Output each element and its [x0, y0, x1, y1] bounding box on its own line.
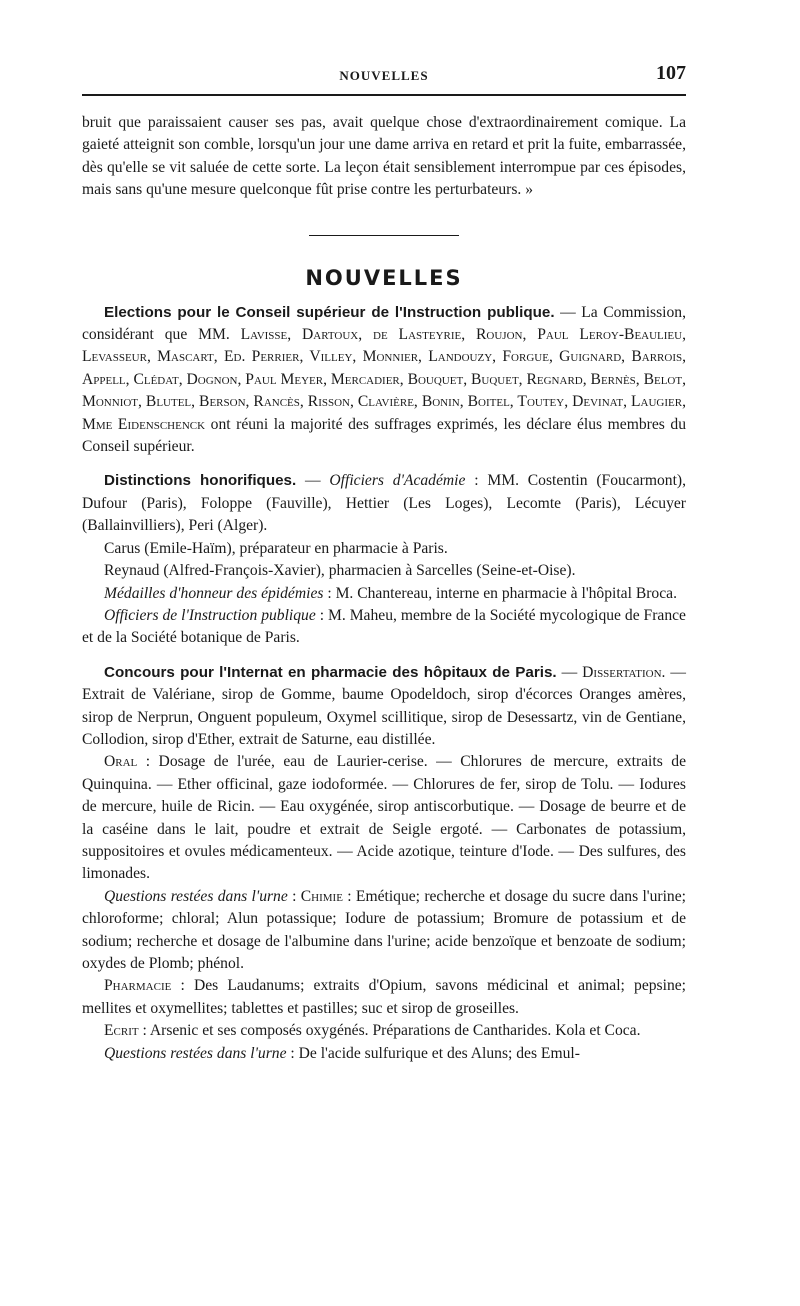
- instruction-publique-text: : M. Maheu, membre de la Société mycologique de France et de la Société botanique de Paris.: [82, 606, 686, 647]
- instruction-publique-paragraph: [82, 605, 686, 650]
- reynaud-paragraph: Reynaud (Alfred-François-Xavier), pharmacien à Sarcelles (Seine-et-Oise).: [104, 562, 576, 580]
- carus-paragraph: Carus (Emile-Haïm), préparateur en pharmacie à Paris.: [104, 539, 448, 557]
- header-rule: [82, 94, 686, 96]
- page-number: 107: [656, 62, 686, 84]
- running-head: [82, 60, 686, 92]
- oral-label: Oral: [104, 753, 138, 771]
- chimie-paragraph: Questions restées dans l'urne : Chimie : Emétique; recherche et dosage du sucre dans l'urine; chloroforme; chloral; Alun potassique; Iodure de potassium; Bromure de potassium et de sodium; recherche et dosage de l'albumine dans l'urine; acide benzoïque et benzoate de sodium; oxydes de Plomb; phénol.: [82, 887, 686, 972]
- elections-lead: — La Commission, considérant que MM.: [82, 303, 686, 344]
- distinctions-paragraph: Distinctions honorifiques. — Officiers d'Académie : MM. Costentin (Foucarmont), Dufour (Paris), Foloppe (Fauville), Hettier (Les Loges), Lecomte (Paris), Lécuyer (Ballainvilliers), Peri (Alger).: [82, 472, 686, 535]
- oral-text: : Dosage de l'urée, eau de Laurier-cerise. — Chlorures de mercure, extraits de Quinquina. — Ether officinal, gaze iodoformée. — Chlorures de fer, sirop de Tolu. — Iodures de mercure, huile de Ricin. — Eau oxygénée, sirop antiscorbutique. — Dosage de beurre et de la caséine dans le lait, poudre et extrait de Seigle ergoté. — Carbonates de potassium, suppositoires et ovules médicamenteux. — Acide azotique, teinture d'Iode. — Des sulfures, des limonades.: [82, 753, 686, 883]
- questions-ecrit-paragraph: [82, 1043, 686, 1065]
- officiers-academie-label: Officiers d'Académie: [329, 472, 466, 490]
- dissertation-text: — Extrait de Valériane, sirop de Gomme, baume Opodeldoch, sirop d'écorces Oranges amères, sirop de Nerprun, Onguent populeum, Oxymel scillitique, sirop de Desessartz, vin de Gentiane, Collodion, sirop d'Ether, extrait de Saturne, eau distillée.: [82, 663, 686, 748]
- distinctions-heading: Distinctions honorifiques.: [104, 472, 297, 490]
- section-divider: [309, 235, 459, 236]
- medailles-label: Médailles d'honneur des épidémies: [104, 584, 324, 602]
- concours-heading: Concours pour l'Internat en pharmacie des hôpitaux de Paris.: [104, 663, 557, 681]
- pharmacie-paragraph: [82, 975, 686, 1020]
- questions-ecrit-text: : De l'acide sulfurique et des Aluns; des Emul-: [286, 1044, 580, 1062]
- chimie-text: : Emétique; recherche et dosage du sucre dans l'urine; chloroforme; chloral; Alun potassique; Iodure de potassium; Bromure de potassium et de sodium; recherche et dosage de l'albumine dans l'urine; acide benzoïque et benzoate de sodium; oxydes de Plomb; phénol.: [82, 887, 686, 972]
- ecrit-label: Ecrit: [104, 1022, 139, 1040]
- ecrit-paragraph: [82, 1020, 686, 1042]
- instruction-publique-label: Officiers de l'Instruction publique: [104, 606, 316, 624]
- intro-paragraph: bruit que paraissaient causer ses pas, avait quelque chose d'extraordinairement comique. La gaieté atteignit son comble, lorsqu'un jour une dame arriva en retard et prit la fuite, embarrassée, dès qu'elle se vit saluée de cette sorte. La leçon était sensiblement interrompue par ces épisodes, mais sans qu'une mesure quelconque fût prise contre les perturbateurs. »: [82, 114, 686, 199]
- medailles-text: : M. Chantereau, interne en pharmacie à l'hôpital Broca.: [323, 584, 677, 602]
- elections-tail: ont réuni la majorité des suffrages exprimés, les déclare élus membres du Conseil supérieur.: [82, 415, 686, 456]
- oral-paragraph: [82, 751, 686, 885]
- medailles-paragraph: [82, 583, 686, 605]
- elections-names: Lavisse, Dartoux, de Lasteyrie, Roujon, Paul Leroy-Beaulieu, Levasseur, Mascart, Ed. Perrier, Villey, Monnier, Landouzy, Forgue, Guignard, Barrois, Appell, Clédat, Dognon, Paul Meyer, Mercadier, Bouquet, Buquet, Regnard, Bernès, Belot, Monniot, Blutel, Berson, Rancès, Risson, Clavière, Bonin, Boitel, Toutey, Devinat, Laugier, Mme Eidenschenck: [82, 326, 686, 433]
- elections-paragraph: [82, 302, 686, 459]
- officiers-academie-text: : MM. Costentin (Foucarmont), Dufour (Paris), Foloppe (Fauville), Hettier (Les Loges), Lecomte (Paris), Lécuyer (Ballainvilliers), Peri (Alger).: [82, 472, 686, 535]
- ecrit-text: : Arsenic et ses composés oxygénés. Préparations de Cantharides. Kola et Coca.: [138, 1022, 641, 1040]
- dissertation-label: Dissertation.: [582, 663, 666, 681]
- page: [82, 60, 686, 1065]
- questions-ecrit-label: Questions restées dans l'urne: [104, 1044, 287, 1062]
- chimie-label: Chimie: [300, 887, 343, 905]
- pharmacie-label: Pharmacie: [104, 977, 172, 995]
- concours-heading-paragraph: Concours pour l'Internat en pharmacie des hôpitaux de Paris. — Dissertation. — Extrait de Valériane, sirop de Gomme, baume Opodeldoch, sirop d'écorces Oranges amères, sirop de Nerprun, Onguent populeum, Oxymel scillitique, sirop de Desessartz, vin de Gentiane, Collodion, sirop d'Ether, extrait de Saturne, eau distillée.: [82, 663, 686, 748]
- running-head-title: NOUVELLES: [339, 68, 429, 83]
- pharmacie-text: : Des Laudanums; extraits d'Opium, savons médicinal et animal; pepsine; mellites et oxymellites; tablettes et pastilles; suc et sirop de groseilles.: [82, 977, 686, 1017]
- elections-heading: Elections pour le Conseil supérieur de l'Instruction publique.: [104, 303, 555, 321]
- questions-urne-label: Questions restées dans l'urne: [104, 887, 288, 905]
- section-title: NOUVELLES: [305, 265, 463, 290]
